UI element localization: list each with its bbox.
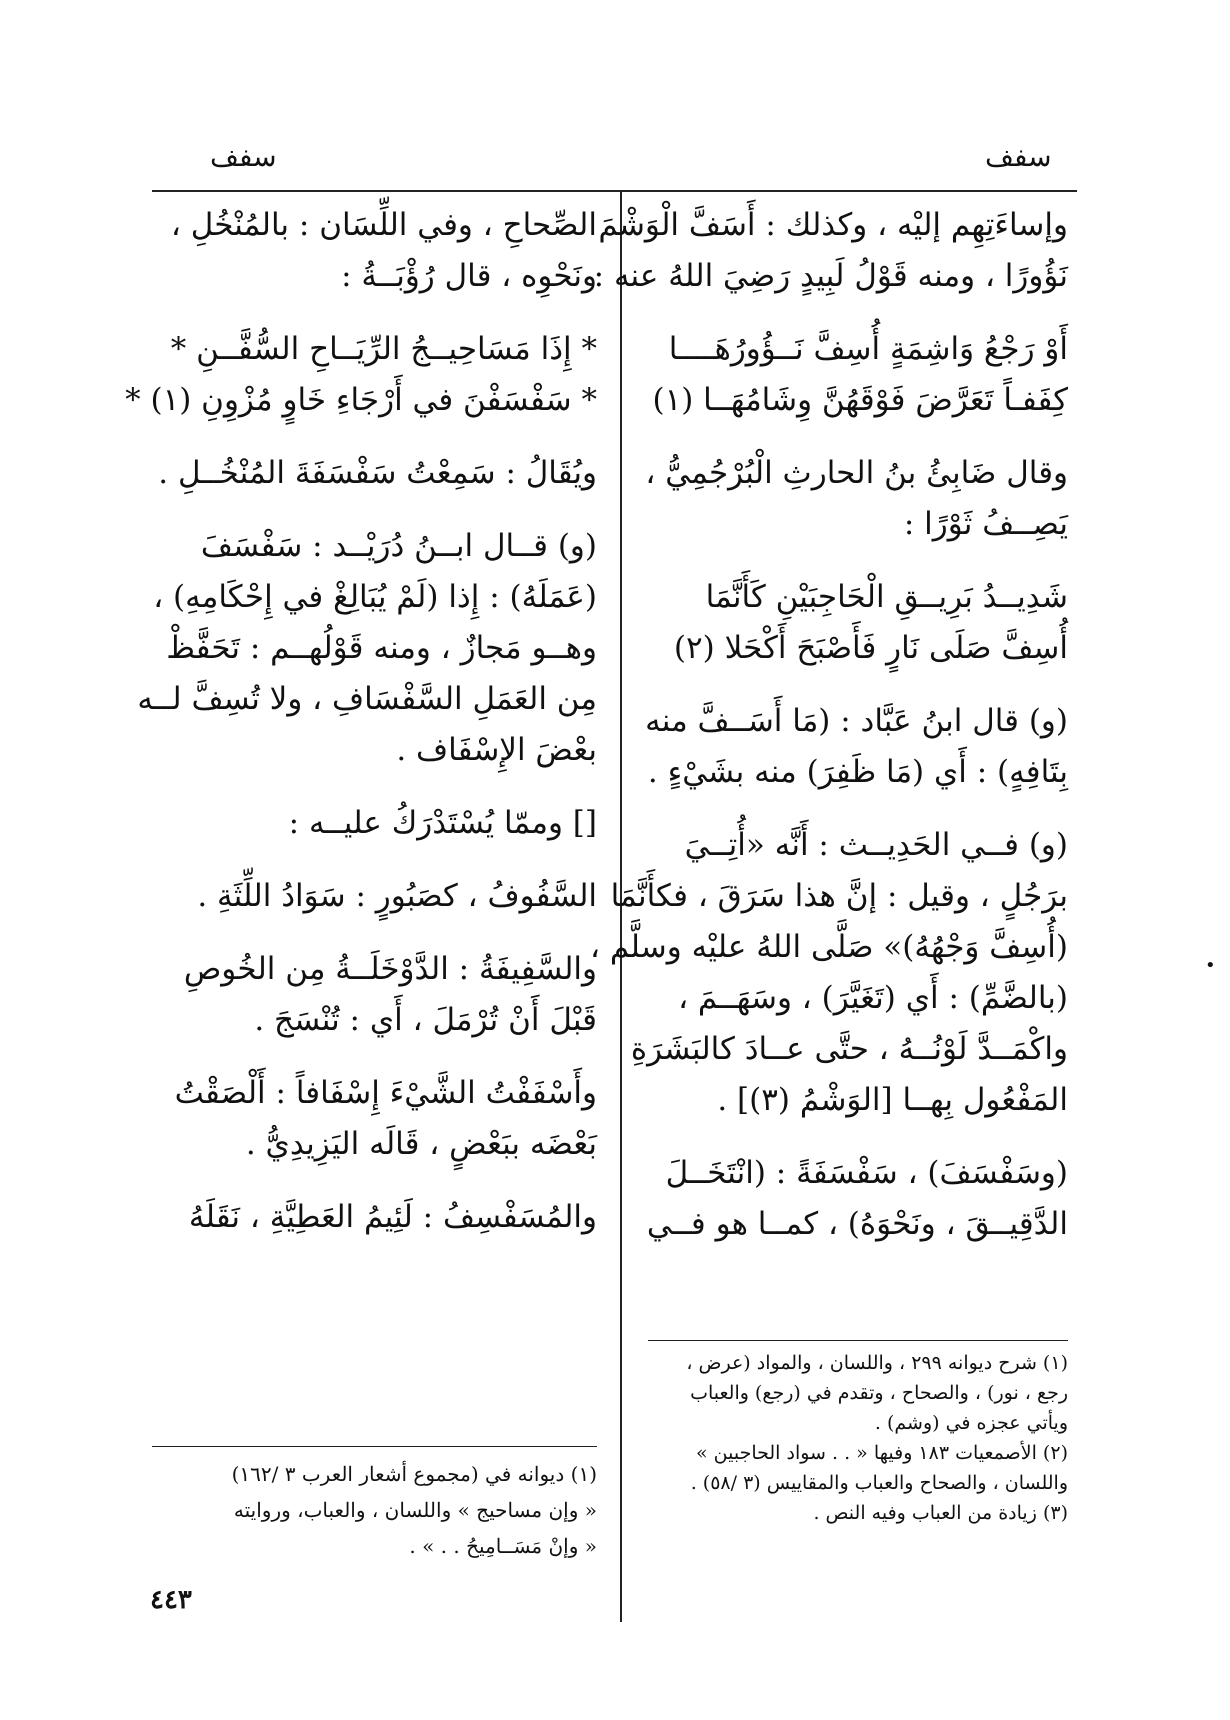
left-footnotes <box>152 1456 597 1564</box>
running-head-right: سفف <box>985 140 1052 173</box>
text-line: نَؤُورًا ، ومنه قَوْلُ لَبِيدٍ رَضِيَ اللهُ عنه : <box>593 258 1068 294</box>
text-line: بِتَافِهٍ) : أَي (مَا ظَفِرَ) منه بشَيْءٍ . <box>647 754 1068 790</box>
footnote-line: واللسان ، والصحاح والعباب والمقاييس (٣ /٥٨) . <box>690 1472 1068 1494</box>
footnote-line: « وإن مساحيج » واللسان ، والعباب، وروايته <box>233 1498 597 1522</box>
text-line: والمُسَفْسِفُ : لَئِيمُ العَطِيَّةِ ، نَقَلَهُ <box>188 1199 597 1235</box>
footnote-line: (٢) الأصمعيات ١٨٣ وفيها « . . سواد الحاجبين » <box>696 1442 1068 1464</box>
text-line: المَفْعُول بِهــا [الوَشْمُ (٣)] . <box>717 1082 1068 1118</box>
text-line: مِن العَمَلِ السَّفْسَافِ ، ولا تُسِفَّ لــه <box>137 681 597 717</box>
text-line: (بالضَّمِّ) : أَي (تَغَيَّرَ) ، وسَهَــمَ ، <box>678 980 1068 1016</box>
header-rule <box>152 190 1077 192</box>
text-line: بعْضَ الإِسْفَاف . <box>396 732 597 768</box>
running-head-left: سفف <box>210 140 277 173</box>
verse-line: أَوْ رَجْعُ وَاشِمَةٍ أُسِفَّ نَــؤُورُهَــــا <box>668 331 1068 367</box>
text-line: (عَمَلَهُ) : إِذا (لَمْ يُبَالِغْ في إِحْكَامِهِ) ، <box>153 579 597 615</box>
text-line: (وسَفْسَفَ) ، سَفْسَفَةً : (انْتَخَــلَ <box>665 1155 1068 1191</box>
verse-line: شَدِيــدُ بَرِيــقِ الْحَاجِبَيْنِ كَأَنَّمَا <box>705 579 1068 615</box>
footnote-line: ويأتي عجزه في (وشم) . <box>874 1412 1068 1434</box>
text-line: برَجُلٍ ، وقيل : إنَّ هذا سَرَقَ ، فكأَنَّمَا <box>610 878 1068 914</box>
text-line: الدَّقِيــقَ ، ونَحْوَهُ) ، كمــا هو فــي <box>646 1206 1068 1242</box>
verse-line: * سَفْسَفْنَ في أَرْجَاءِ خَاوٍ مُزْوِنِ (١) * <box>125 382 597 418</box>
text-line: يَصِــفُ ثَوْرًا : <box>903 506 1068 542</box>
text-line: وهــو مَجازٌ ، ومنه قَوْلُهــم : تَحَفَّظْ <box>166 630 597 666</box>
text-line: والسَّفِيفَةُ : الدَّوْخَلَــةُ مِن الخُوصِ <box>183 951 597 987</box>
text-line: وإساءَتِهِم إليْه ، وكذلك : أَسَفَّ الْوَشْمَ <box>598 207 1068 243</box>
text-line: بَعْضَه ببَعْضٍ ، قَالَه اليَزِيدِيُّ . <box>245 1126 597 1162</box>
text-line: (و) قــال ابــنُ دُرَيْــد : سَفْسَفَ <box>200 528 597 564</box>
text-line: ويُقَالُ : سَمِعْتُ سَفْسَفَةَ المُنْخُــلِ . <box>158 455 597 491</box>
text-line: (و) قال ابنُ عَبَّاد : (مَا أَسَــفَّ منه <box>645 703 1068 739</box>
footnote-rule <box>152 1446 597 1447</box>
footnote-line: (١) ديوانه في (مجموع أشعار العرب ٣ /١٦٢) <box>231 1462 597 1486</box>
text-line: وقال ضَابِئُ بنُ الحارثِ الْبُرْجُمِيُّ ، <box>645 455 1068 491</box>
margin-dot: • <box>1205 955 1216 976</box>
text-line: (أُسِفَّ وَجْهُهُ)» صَلَّى اللهُ عليْه وسلَّم ، <box>590 929 1068 965</box>
footnote-line: (١) شرح ديوانه ٢٩٩ ، واللسان ، والمواد (عرض ، <box>686 1352 1068 1374</box>
verse-line: * إِذَا مَسَاحِيــجُ الرِّيَــاحِ السُّفَّــنِ * <box>170 331 597 367</box>
text-line: [] وممّا يُسْتَدْرَكُ عليــه : <box>288 805 597 841</box>
left-column <box>125 200 597 1243</box>
text-line: السَّفُوفُ ، كصَبُورٍ : سَوَادُ اللِّثَةِ . <box>197 878 597 914</box>
footnote-rule <box>648 1340 1068 1341</box>
page-number: ٤٤٣ <box>150 1585 192 1615</box>
footnote-line: (٣) زيادة من العباب وفيه النص . <box>813 1502 1068 1524</box>
text-line: الصِّحاحِ ، وفي اللِّسَان : بالمُنْخُلِ ، <box>170 207 597 243</box>
verse-line: أُسِفَّ صَلَى نَارٍ فَأَصْبَحَ أَكْحَلا (٢) <box>673 630 1068 666</box>
text-line: وأَسْفَفْتُ الشَّيْءَ إِسْفَافاً : أَلْصَقْتُ <box>174 1075 597 1111</box>
footnote-line: رجع ، نور) ، والصحاح ، وتقدم في (رجع) والعباب <box>690 1382 1068 1404</box>
text-line: ونَحْوِه ، قال رُؤْبَــةُ : <box>341 258 597 294</box>
footnote-line: « وإنْ مَسَــامِيحُ . . » . <box>409 1534 597 1558</box>
text-line: واكْمَــدَّ لَوْنُــهُ ، حتَّى عــادَ كالبَشَرَةِ <box>630 1031 1068 1067</box>
right-footnotes <box>648 1348 1068 1528</box>
text-line: قَبْلَ أَنْ تُرْمَلَ ، أَي : تُنْسَجَ . <box>254 1002 597 1038</box>
text-line: (و) فــي الحَدِيــث : أَنَّه «أُتِــيَ <box>684 827 1068 863</box>
verse-line: كِفَفـاً تَعَرَّضَ فَوْقَهُنَّ وِشَامُهَــا (١) <box>652 382 1068 418</box>
right-column <box>590 200 1068 1250</box>
